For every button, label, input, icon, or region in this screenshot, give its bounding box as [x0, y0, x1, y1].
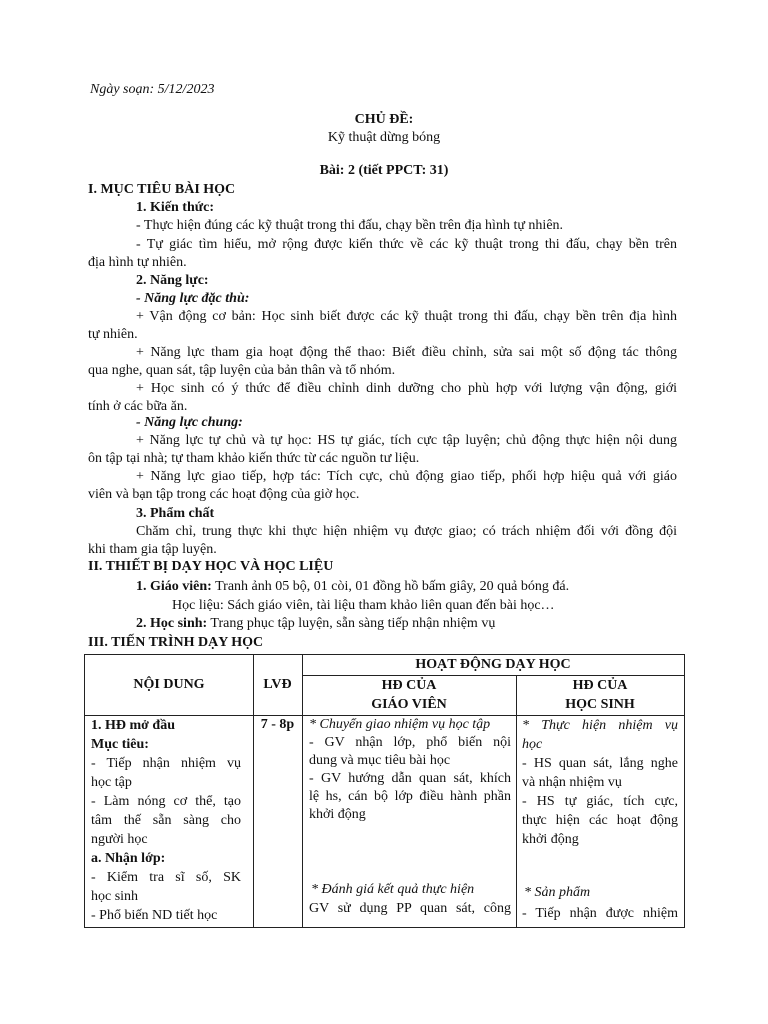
cell-line: - GV hướng dẫn quan sát, khích: [309, 771, 511, 786]
cell-line: 1. HĐ mở đầu: [91, 718, 175, 733]
cell-line: học sinh: [91, 889, 139, 904]
teacher-label: 1. Giáo viên:: [136, 579, 212, 594]
teacher-eval-text: GV sử dụng PP quan sát, công: [309, 901, 511, 916]
teacher-equipment: [136, 578, 569, 596]
knowledge-title: 1. Kiến thức:: [136, 200, 215, 215]
teacher-cell: [309, 716, 511, 824]
student-label: 2. Học sinh:: [136, 616, 208, 631]
lvd-value: 7 - 8p: [260, 717, 295, 732]
knowledge-1: - Thực hiện đúng các kỹ thuật trong thi đấu, chạy bền trên địa hình tự nhiên.: [136, 218, 564, 233]
cell-line: khởi động: [522, 832, 579, 847]
student-equipment: [136, 615, 495, 633]
cell-line: tâm thế sẵn sàng cho: [91, 813, 241, 828]
cell-line: thực hiện các hoạt động: [522, 813, 678, 828]
cell-line: khởi động: [309, 807, 366, 822]
cell-line: - Phổ biến ND tiết học: [91, 908, 218, 923]
student-product-title: * Sản phẩm: [524, 885, 591, 900]
cell-line: người học: [91, 832, 148, 847]
competence-title: 2. Năng lực:: [136, 273, 209, 288]
specific-1b: tự nhiên.: [88, 327, 138, 342]
header-teacher-1: HĐ CỦA: [381, 678, 437, 693]
cell-line: - Kiểm tra sĩ số, SK: [91, 870, 241, 885]
lesson-title: Bài: 2 (tiết PPCT: 31): [319, 163, 449, 178]
cell-line: học: [522, 737, 543, 752]
specific-3b: tính ở các bữa ăn.: [88, 399, 188, 414]
topic-label: CHỦ ĐỀ:: [354, 112, 414, 127]
general-2a: + Năng lực giao tiếp, hợp tác: Tích cực, chủ động giao tiếp, phối hợp hiệu quả với giáo: [136, 469, 677, 484]
general-1b: ôn tập tại nhà; tự tham khảo kiến thức từ các nguồn tư liệu.: [88, 451, 420, 466]
materials-line: Học liệu: Sách giáo viên, tài liệu tham khảo liên quan đến bài học…: [172, 598, 555, 613]
cell-line: - Làm nóng cơ thể, tạo: [91, 794, 241, 809]
header-student-2: HỌC SINH: [565, 697, 635, 712]
topic-name: Kỹ thuật dừng bóng: [327, 130, 441, 145]
cell-line: dung và mục tiêu bài học: [309, 753, 451, 768]
specific-3a: + Học sinh có ý thức để điều chỉnh dinh dưỡng cho phù hợp với lượng vận động, giới: [136, 381, 677, 396]
header-student-1: HĐ CỦA: [572, 678, 628, 693]
section3-title: III. TIẾN TRÌNH DẠY HỌC: [88, 635, 264, 650]
general-2b: viên và bạn tập trong các hoạt động của giờ học.: [88, 487, 360, 502]
table-divider: [302, 675, 684, 676]
knowledge-2b: địa hình tự nhiên.: [88, 255, 187, 270]
cell-line: a. Nhận lớp:: [91, 851, 166, 866]
specific-competence-title: - Năng lực đặc thù:: [136, 291, 250, 306]
cell-line: Mục tiêu:: [91, 737, 149, 752]
student-product-text: - Tiếp nhận được nhiệm: [522, 906, 678, 921]
specific-2b: qua nghe, quan sát, tập luyện của bản thân và tổ nhóm.: [88, 363, 396, 378]
student-cell: [522, 716, 678, 849]
header-teacher-2: GIÁO VIÊN: [371, 697, 447, 712]
specific-2a: + Năng lực tham gia hoạt động thể thao: Biết điều chỉnh, sửa sai một số động tác thông: [136, 345, 677, 360]
quality-a: Chăm chỉ, trung thực khi thực hiện nhiệm vụ được giao; có trách nhiệm đối với đồng đội: [136, 524, 677, 539]
header-activity: HOẠT ĐỘNG DẠY HỌC: [415, 657, 571, 672]
cell-line: - Tiếp nhận nhiệm vụ: [91, 756, 241, 771]
section1-title: I. MỤC TIÊU BÀI HỌC: [88, 182, 236, 197]
header-content: NỘI DUNG: [133, 677, 205, 692]
quality-title: 3. Phẩm chất: [136, 506, 215, 521]
cell-line: - GV nhận lớp, phổ biến nội: [309, 735, 511, 750]
cell-line: và nhận nhiệm vụ: [522, 775, 622, 790]
general-1a: + Năng lực tự chủ và tự học: HS tự giác, tích cực tập luyện; chủ động thực hiện nội dung: [136, 433, 677, 448]
cell-line: lệ hs, cán bộ lớp điều hành phần: [309, 789, 511, 804]
general-competence-title: - Năng lực chung:: [136, 415, 243, 430]
knowledge-2a: - Tự giác tìm hiểu, mở rộng được kiến thức về các kỹ thuật trong thi đấu, chạy bền trên: [136, 237, 677, 252]
cell-line: * Chuyển giao nhiệm vụ học tập: [309, 717, 491, 732]
date-line: Ngày soạn: 5/12/2023: [90, 82, 215, 97]
teacher-text: Tranh ảnh 05 bộ, 01 còi, 01 đồng hồ bấm giây, 20 quả bóng đá.: [211, 579, 570, 594]
teacher-eval-title: * Đánh giá kết quả thực hiện: [311, 882, 475, 897]
content-cell: [91, 716, 241, 925]
cell-line: - HS tự giác, tích cực,: [522, 794, 678, 809]
cell-line: * Thực hiện nhiệm vụ: [522, 718, 678, 733]
quality-b: khi tham gia tập luyện.: [88, 542, 217, 557]
cell-line: - HS quan sát, lắng nghe: [522, 756, 678, 771]
cell-line: học tập: [91, 775, 132, 790]
student-text: Trang phục tập luyện, sẵn sàng tiếp nhận nhiệm vụ: [207, 616, 496, 631]
header-lvd: LVĐ: [263, 677, 292, 692]
section2-title: II. THIẾT BỊ DẠY HỌC VÀ HỌC LIỆU: [88, 559, 334, 574]
teaching-table: [84, 654, 685, 928]
specific-1a: + Vận động cơ bản: Học sinh biết được các kỹ thuật trong thi đấu, chạy bền trên địa hình: [136, 309, 677, 324]
table-divider: [253, 655, 254, 927]
